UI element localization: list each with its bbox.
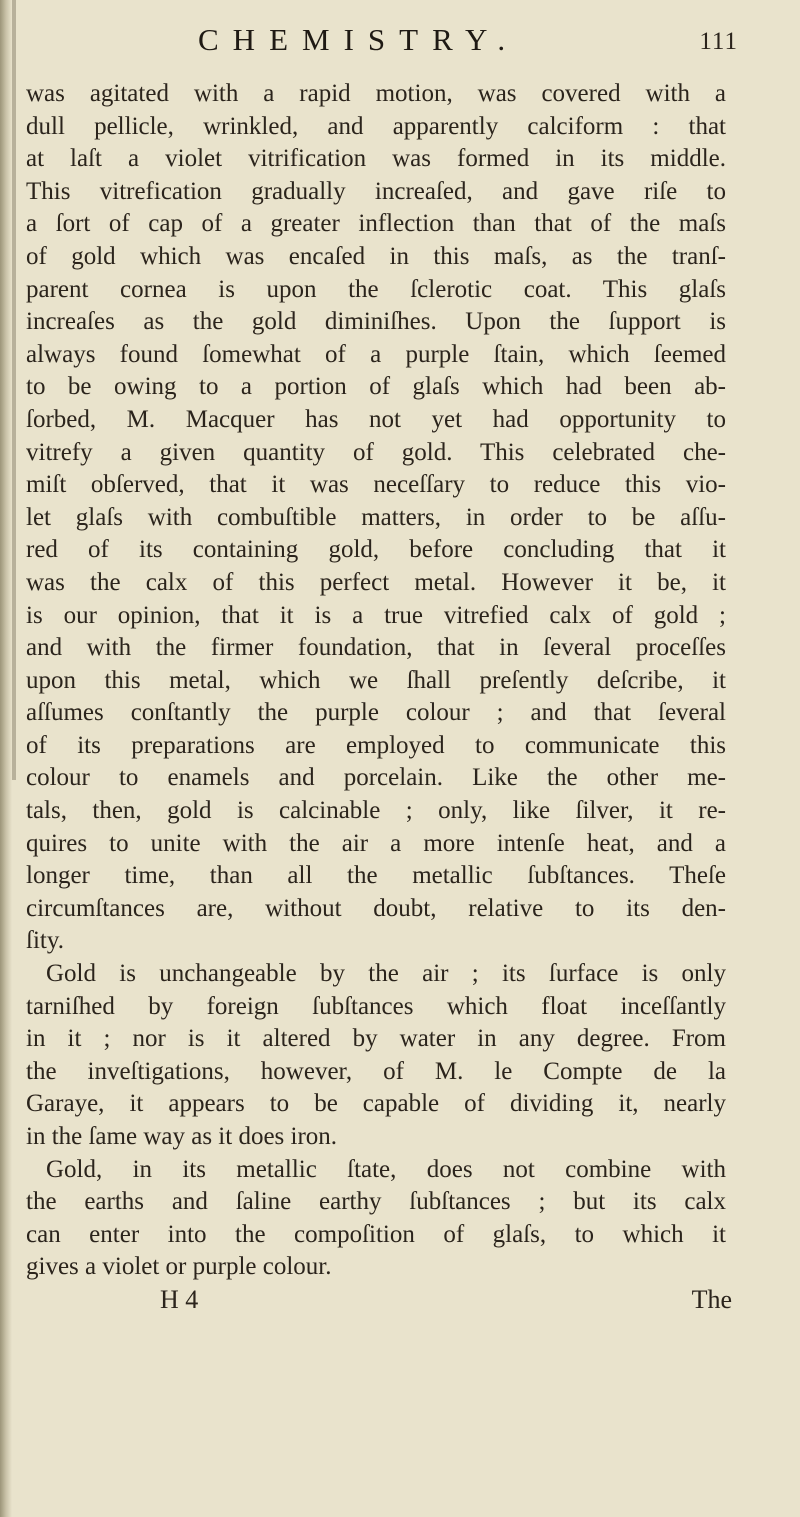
signature-mark: H 4	[160, 1285, 199, 1314]
text-line: circumſtances are, without doubt, relative to its den-	[26, 894, 726, 922]
text-line: longer time, than all the metallic ſubſtances. Theſe	[26, 862, 726, 890]
text-line: always found ſomewhat of a purple ſtain, which ſeemed	[26, 340, 726, 368]
text-line: vitrefy a given quantity of gold. This celebrated che-	[26, 438, 726, 466]
text-line: colour to enamels and porcelain. Like the other me-	[26, 764, 726, 792]
text-line: quires to unite with the air a more intenſe heat, and a	[26, 829, 726, 857]
text-line: aſſumes conſtantly the purple colour ; and that ſeveral	[26, 699, 726, 727]
text-line: and with the firmer foundation, that in ſeveral proceſſes	[26, 634, 726, 662]
text-line: This vitrefication gradually increaſed, and gave riſe to	[26, 177, 726, 205]
text-line: was the calx of this perfect metal. However it be, it	[26, 568, 726, 596]
text-line: can enter into the compoſition of glaſs, to which it	[26, 1220, 726, 1248]
text-line: tarniſhed by foreign ſubſtances which float inceſſantly	[26, 992, 726, 1020]
text-line: parent cornea is upon the ſclerotic coat. This glaſs	[26, 275, 726, 303]
text-line: upon this metal, which we ſhall preſently deſcribe, it	[26, 666, 726, 694]
text-line: to be owing to a portion of glaſs which had been ab-	[26, 373, 726, 401]
text-line: tals, then, gold is calcinable ; only, like ſilver, it re-	[26, 797, 726, 825]
page-number: 111	[699, 28, 738, 55]
text-line: the earths and ſaline earthy ſubſtances ; but its calx	[26, 1188, 726, 1216]
text-line: was agitated with a rapid motion, was covered with a	[26, 80, 726, 107]
text-line: Garaye, it appears to be capable of dividing it, nearly	[26, 1090, 726, 1118]
text-line: in the ſame way as it does iron.	[26, 1123, 338, 1150]
text-line: ſity.	[26, 927, 64, 955]
text-line: of gold which was encaſed in this maſs, as the tranſ-	[26, 242, 726, 270]
catchword: The	[691, 1285, 732, 1314]
text-line: dull pellicle, wrinkled, and apparently calciform : that	[26, 112, 726, 140]
text-line: at laſt a violet vitrification was formed in its middle.	[26, 145, 726, 173]
text-line: Gold, in its metallic ſtate, does not combine with	[46, 1155, 726, 1183]
text-line: in it ; nor is it altered by water in any degree. From	[26, 1025, 726, 1053]
page-footer	[160, 1285, 732, 1321]
running-title: CHEMISTRY.	[198, 22, 520, 57]
text-line: increaſes as the gold diminiſhes. Upon the ſupport is	[26, 308, 726, 336]
text-line: the inveſtigations, however, of M. le Compte de la	[26, 1057, 726, 1085]
spine-shadow	[12, 0, 16, 780]
text-line: ſorbed, M. Macquer has not yet had opportunity to	[26, 405, 726, 433]
text-line: of its preparations are employed to communicate this	[26, 731, 726, 759]
text-line: let glaſs with combuſtible matters, in order to be aſſu-	[26, 503, 726, 531]
text-line: is our opinion, that it is a true vitrefied calx of gold ;	[26, 601, 726, 629]
body-text	[26, 78, 726, 1284]
page-edge	[0, 0, 12, 1517]
text-line: red of its containing gold, before concluding that it	[26, 536, 726, 564]
text-line: gives a violet or purple colour.	[26, 1253, 332, 1281]
text-line: a ſort of cap of a greater inflection than that of the maſs	[26, 210, 726, 238]
text-line: Gold is unchangeable by the air ; its ſurface is only	[46, 960, 726, 988]
text-line: miſt obſerved, that it was neceſſary to reduce this vio-	[26, 471, 726, 499]
running-head	[198, 22, 738, 66]
